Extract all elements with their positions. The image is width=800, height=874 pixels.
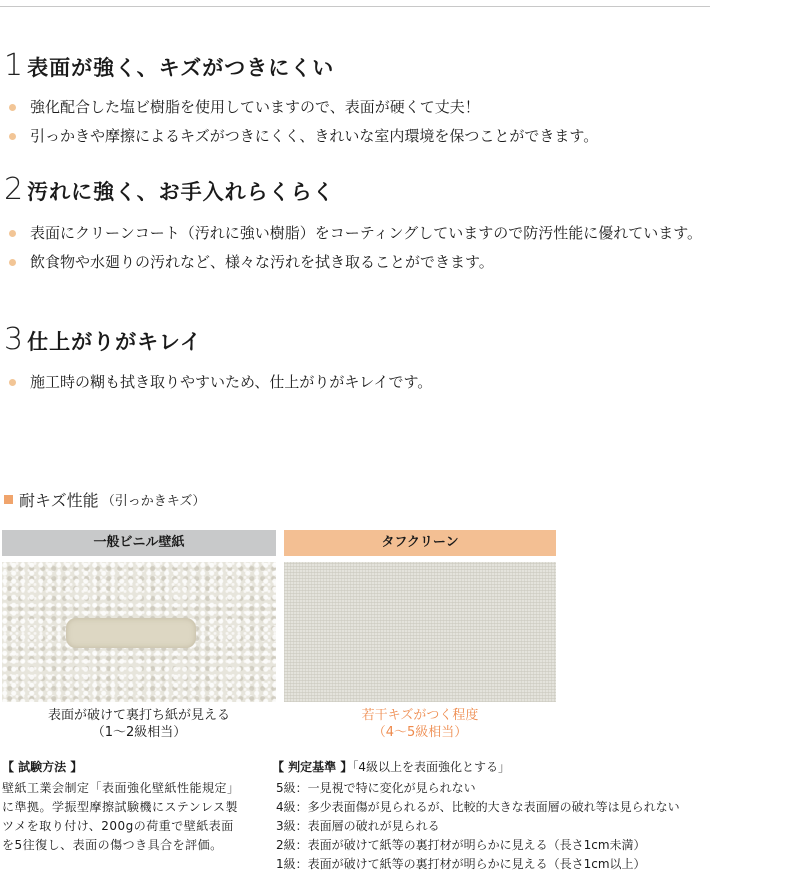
feature-3-number: 3: [4, 322, 24, 357]
feature-2-bullets: [0, 222, 720, 280]
list-item: [0, 125, 720, 148]
bullet-dot-icon: [9, 133, 16, 140]
bullet-dot-icon: [9, 379, 16, 386]
criteria-title: [272, 758, 510, 775]
list-item: [0, 222, 720, 245]
feature-1-title: 表面が強く、キズがつきにくい: [27, 56, 335, 80]
bullet-text: 強化配合した塩ビ樹脂を使用していますので、表面が硬くて丈夫！: [30, 98, 480, 116]
bullet-text: 施工時の糊も拭き取りやすいため、仕上がりがキレイです。: [30, 373, 433, 391]
bullet-dot-icon: [9, 104, 16, 111]
standard-vinyl-caption: [2, 707, 276, 741]
scratch-mark: [66, 618, 196, 648]
bullet-dot-icon: [9, 259, 16, 266]
criteria-label: 【 判定基準 】: [272, 760, 353, 774]
grade-item: 5級：一見視で特に変化が見られない: [276, 781, 476, 795]
column-header-standard-vinyl: 一般ビニル壁紙: [2, 530, 276, 556]
list-item: [0, 251, 720, 274]
feature-1-heading: [4, 48, 334, 83]
feature-3-bullets: [0, 371, 720, 400]
grade-item: 1級：表面が破けて紙等の裏打材が明らかに見える（長さ1cm以上）: [276, 857, 646, 871]
list-item: [0, 371, 720, 394]
feature-2-heading: [4, 172, 335, 207]
feature-3-heading: [4, 322, 202, 357]
bullet-text: 引っかきや摩擦によるキズがつきにくく、きれいな室内環境を保つことができます。: [30, 127, 599, 145]
feature-2-number: 2: [4, 172, 24, 207]
bullet-dot-icon: [9, 230, 16, 237]
grade-item: 3級：表面層の破れが見られる: [276, 819, 440, 833]
standard-vinyl-sample-image: [2, 562, 276, 702]
criteria-note: 「4級以上を表面強化とする」: [352, 760, 510, 774]
feature-1-number: 1: [4, 48, 24, 83]
caption-grade: （4〜5級相当）: [372, 725, 468, 740]
tough-clean-sample-image: [284, 562, 556, 702]
feature-2-title: 汚れに強く、お手入れらくらく: [27, 180, 335, 204]
grade-item: 2級：表面が破けて紙等の裏打材が明らかに見える（長さ1cm未満）: [276, 838, 646, 852]
list-item: [0, 96, 720, 119]
scratch-section-title: [2, 488, 205, 511]
criteria-grades: [276, 779, 680, 874]
section-subtitle: （引っかきキズ）: [101, 494, 206, 509]
caption-grade: （1〜2級相当）: [91, 725, 187, 740]
test-method-title: 【 試験方法 】: [2, 760, 83, 774]
caption-line: 若干キズがつく程度: [361, 708, 479, 723]
bullet-text: 飲食物や水廻りの汚れなど、様々な汚れを拭き取ることができます。: [30, 253, 494, 271]
tough-clean-caption: [284, 707, 556, 741]
feature-3-title: 仕上がりがキレイ: [27, 330, 202, 354]
test-method-body: 壁紙工業会制定「表面強化壁紙性能規定」に準拠。学振型摩擦試験機にステンレス製ツメを取り付け、200gの荷重で壁紙表面を5往復し、表面の傷つき具合を評価。: [2, 781, 239, 852]
feature-1-bullets: [0, 96, 720, 154]
column-header-tough-clean: タフクリーン: [284, 530, 556, 556]
bullet-text: 表面にクリーンコート（汚れに強い樹脂）をコーティングしていますので防汚性能に優れています。: [30, 224, 703, 242]
caption-line: 表面が破けて裏打ち紙が見える: [47, 708, 230, 723]
section-title: 耐キズ性能: [19, 491, 99, 510]
top-divider: [0, 6, 710, 7]
grade-item: 4級：多少表面傷が見られるが、比較的大きな表面層の破れ等は見られない: [276, 800, 680, 814]
square-marker-icon: [4, 495, 13, 504]
